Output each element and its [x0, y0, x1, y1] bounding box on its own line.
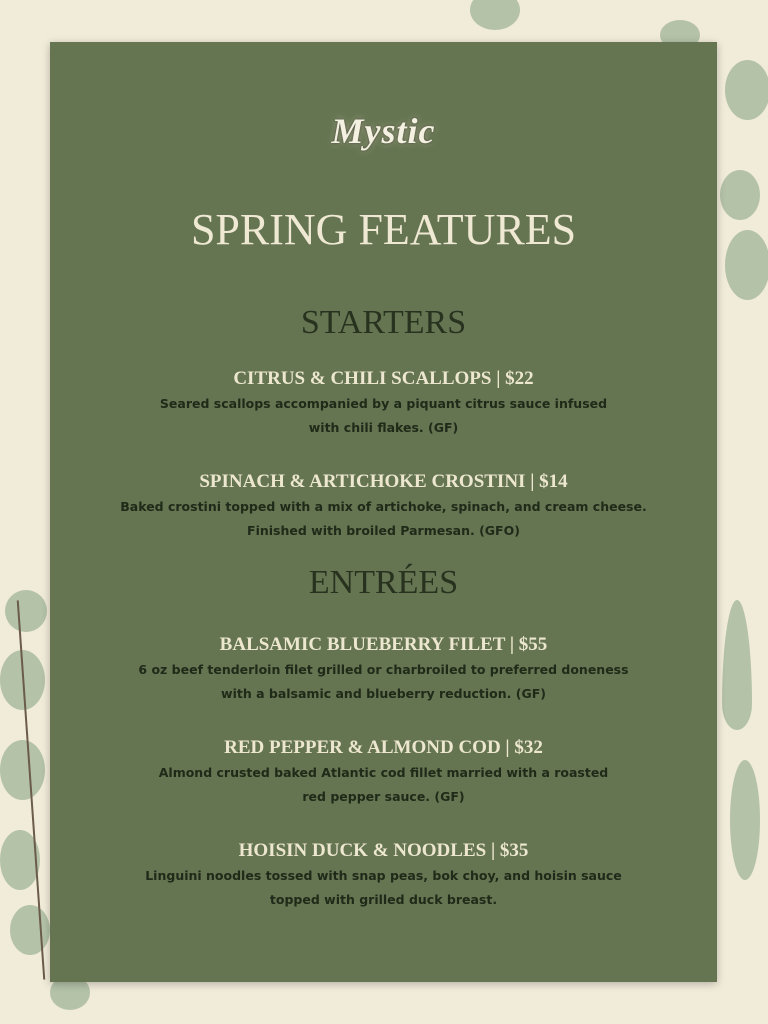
- item-description: with a balsamic and blueberry reduction. (GF): [221, 686, 546, 701]
- item-description: Seared scallops accompanied by a piquant citrus sauce infused: [159, 396, 608, 411]
- item-title: HOISIN DUCK & NOODLES | $35: [238, 840, 529, 861]
- item-title: RED PEPPER & ALMOND COD | $32: [224, 737, 543, 758]
- item-description: topped with grilled duck breast.: [269, 892, 498, 907]
- menu-title: SPRING FEATURES: [190, 205, 577, 254]
- section-heading-entrees: ENTRÉES: [308, 564, 459, 601]
- menu-item: [50, 838, 717, 912]
- menu-item: [50, 735, 717, 809]
- item-title: SPINACH & ARTICHOKE CROSTINI | $14: [199, 471, 568, 492]
- brand-logo: Mystic: [331, 111, 436, 151]
- menu-panel: [50, 42, 717, 982]
- menu-item: [50, 366, 717, 440]
- item-description: with chili flakes. (GF): [308, 420, 459, 435]
- item-title: BALSAMIC BLUEBERRY FILET | $55: [219, 634, 548, 655]
- item-description: 6 oz beef tenderloin filet grilled or charbroiled to preferred doneness: [138, 662, 629, 677]
- menu-item: [50, 469, 717, 543]
- menu-item: [50, 632, 717, 706]
- item-description: Baked crostini topped with a mix of artichoke, spinach, and cream cheese.: [120, 499, 647, 514]
- item-title: CITRUS & CHILI SCALLOPS | $22: [233, 368, 534, 389]
- item-description: Finished with broiled Parmesan. (GFO): [247, 523, 520, 538]
- section-heading-starters: STARTERS: [300, 304, 467, 341]
- item-description: Linguini noodles tossed with snap peas, bok choy, and hoisin sauce: [145, 868, 622, 883]
- item-description: Almond crusted baked Atlantic cod fillet married with a roasted: [158, 765, 609, 780]
- item-description: red pepper sauce. (GF): [302, 789, 465, 804]
